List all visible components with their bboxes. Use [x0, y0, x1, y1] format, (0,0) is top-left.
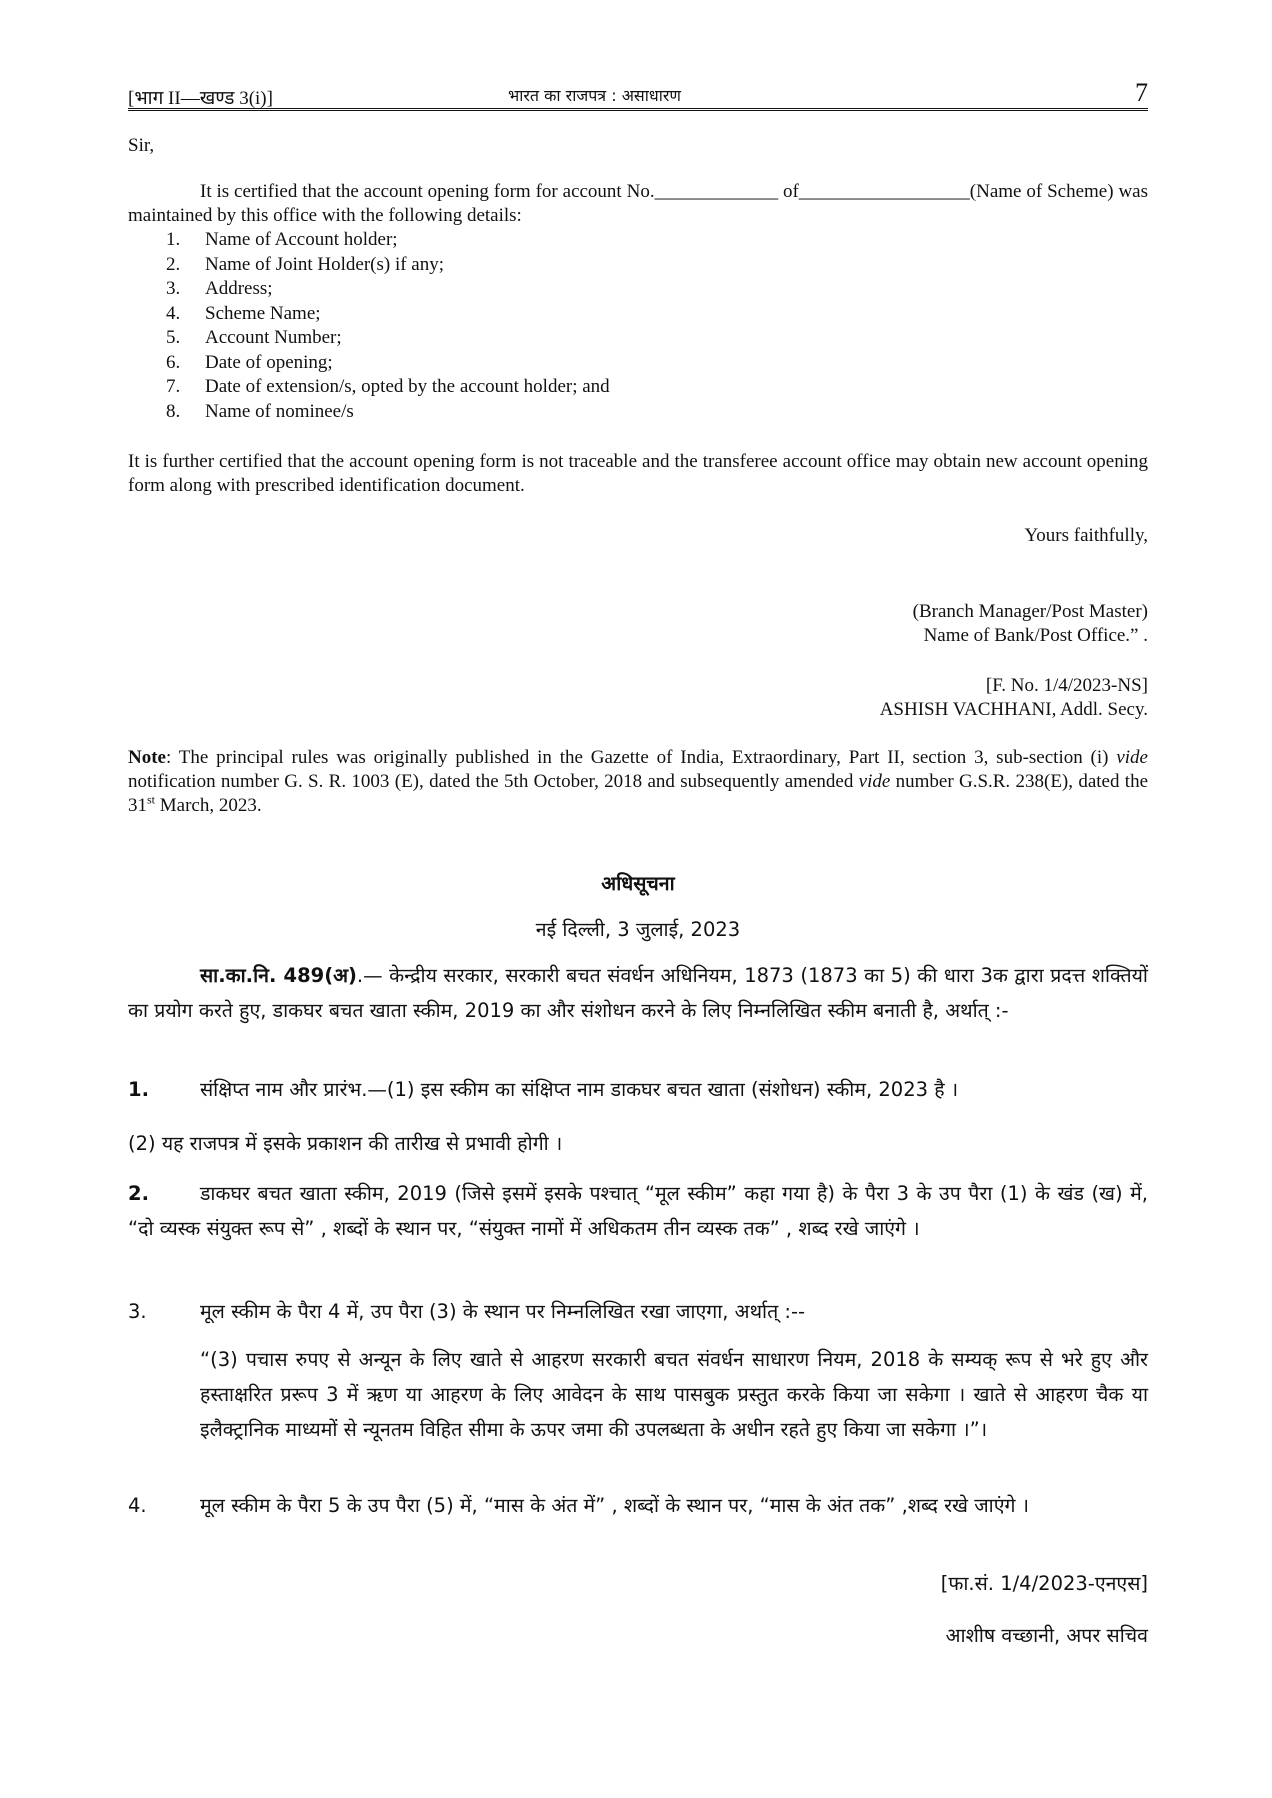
paragraph-4: 4. मूल स्कीम के पैरा 5 के उप पैरा (5) में, “मास के अंत में” , शब्दों के स्थान पर, “मास के अंत तक” ,शब्द रखे जाएंगे । — [128, 1494, 1030, 1517]
list-item: 5. Account Number; — [166, 327, 342, 348]
officer-name: ASHISH VACHHANI, Addl. Secy. — [879, 699, 1148, 720]
header-rule — [128, 108, 1148, 113]
paragraph-3-quoted-text: “(3) पचास रुपए से अन्यून के लिए खाते से आहरण सरकारी बचत संवर्धन साधारण नियम, 2018 के सम्यक् रूप से भरे हुए और हस्ताक्षरित प्ररूप 3 में ऋण या आहरण के लिए आवेदन के साथ पासबुक प्रस्तुत करके किया जा सकेगा । खाते से आहरण चैक या इलैक्ट्रानिक माध्यमों से न्यूनतम विहित सीमा के ऊपर जमा की उपलब्धता के अधीन रहते हुए किया जा सकेगा ।”। — [200, 1348, 1148, 1441]
paragraph-1: 1. संक्षिप्त नाम और प्रारंभ.—(1) इस स्कीम का संक्षिप्त नाम डाकघर बचत खाता (संशोधन) स्कीम, 2023 है । — [128, 1078, 959, 1101]
certification-paragraph: It is certified that the account opening form for account No._____________ of__________________(Name of Scheme) was maintained by this office with the following details: — [128, 181, 1148, 226]
signatory-designation: (Branch Manager/Post Master) — [912, 601, 1148, 622]
paragraph-1-subclause: (2) यह राजपत्र में इसके प्रकाशन की तारीख से प्रभावी होगी । — [128, 1132, 563, 1155]
hindi-officer-name: आशीष वच्छानी, अपर सचिव — [945, 1624, 1148, 1647]
closing: Yours faithfully, — [1024, 525, 1148, 546]
gsr-paragraph: सा.का.नि. 489(अ).— केन्द्रीय सरकार, सरकारी बचत संवर्धन अधिनियम, 1873 (1873 का 5) की धारा 3क द्वारा प्रदत्त शक्तियों का प्रयोग करते हुए, डाकघर बचत खाता स्कीम, 2019 का और संशोधन करने के लिए निम्नलिखित स्कीम बनाती है, अर्थात् :- — [128, 964, 1148, 1022]
list-item: 7. Date of extension/s, opted by the account holder; and — [166, 376, 610, 397]
list-item: 6. Date of opening; — [166, 351, 333, 373]
file-number: [F. No. 1/4/2023-NS] — [985, 675, 1148, 696]
list-item: 1. Name of Account holder; — [166, 229, 398, 250]
header-page-number: 7 — [1135, 78, 1148, 107]
paragraph-3: 3. मूल स्कीम के पैरा 4 में, उप पैरा (3) के स्थान पर निम्नलिखित रखा जाएगा, अर्थात् :-- — [128, 1300, 806, 1323]
running-header — [128, 80, 1148, 108]
header-title: भारत का राजपत्र : असाधारण — [508, 86, 681, 105]
list-item: 2. Name of Joint Holder(s) if any; — [166, 253, 445, 275]
notification-heading: अधिसूचना — [601, 872, 675, 895]
further-certification-paragraph: It is further certified that the account opening form is not traceable and the transferee account office may obtain new account opening form along with prescribed identification document. — [128, 451, 1148, 496]
details-list — [166, 228, 1066, 424]
paragraph-2: 2. डाकघर बचत खाता स्कीम, 2019 (जिसे इसमें इसके पश्चात् “मूल स्कीम” कहा गया है) के पैरा 3 के उप पैरा (1) के खंड (ख) में, “दो व्यस्क संयुक्त रूप से” , शब्दों के स्थान पर, “संयुक्त नामों में अधिकतम तीन व्यस्क तक” , शब्द रखे जाएंगे । — [128, 1182, 1148, 1240]
list-item: 8. Name of nominee/s — [166, 400, 354, 422]
signatory-office: Name of Bank/Post Office.” . — [923, 625, 1148, 646]
note-paragraph: Note: The principal rules was originally published in the Gazette of India, Extraordinary, Part II, section 3, sub-section (i) vide notification number G. S. R. 1003 (E), dated the 5th October, 2018 and subsequently amended vide number G.S.R. 238(E), dated the 31st March, 2023. — [128, 747, 1148, 816]
list-item: 4. Scheme Name; — [166, 302, 321, 324]
list-item: 3. Address; — [166, 278, 273, 299]
place-date: नई दिल्ली, 3 जुलाई, 2023 — [535, 918, 741, 941]
hindi-file-number: [फा.सं. 1/4/2023-एनएस] — [940, 1572, 1148, 1595]
header-part: [भाग II—खण्ड 3(i)] — [128, 88, 273, 109]
gsr-number: सा.का.नि. 489(अ) — [200, 964, 357, 987]
salutation: Sir, — [128, 135, 155, 156]
note-label: Note — [128, 747, 166, 768]
